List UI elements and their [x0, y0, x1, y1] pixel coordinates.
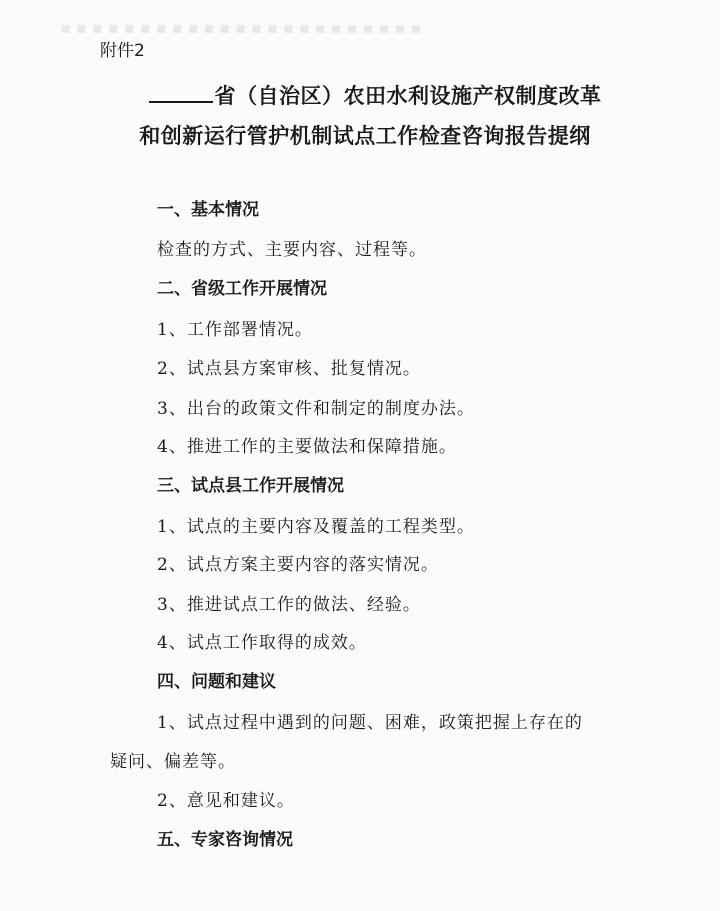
- bleed-through-texture: ▪ ▪ ▪ ▪ ▪ ▪ ▪ ▪ ▪ ▪ ▪ ▪ ▪ ▪ ▪ ▪ ▪ ▪ ▪ ▪ ▪ ▪ ▪: [60, 18, 422, 37]
- section-2-item-3: 3、出台的政策文件和制定的制度办法。: [157, 399, 475, 419]
- title-line-1-text: 省（自治区）农田水利设施产权制度改革: [214, 84, 602, 108]
- section-3-item-1: 1、试点的主要内容及覆盖的工程类型。: [157, 517, 475, 537]
- fill-in-blank: [149, 87, 213, 103]
- section-heading-5: 五、专家咨询情况: [157, 830, 293, 850]
- section-heading-1: 一、基本情况: [157, 200, 259, 220]
- section-3-item-4: 4、试点工作取得的成效。: [157, 633, 367, 653]
- section-heading-2: 二、省级工作开展情况: [157, 279, 327, 299]
- title-line-2: 和创新运行管护机制试点工作检查咨询报告提纲: [139, 124, 591, 148]
- attachment-label: 附件2: [100, 41, 145, 61]
- section-heading-4: 四、问题和建议: [157, 672, 276, 692]
- section-4-item-1-continued: 疑问、偏差等。: [110, 752, 236, 772]
- title-line-1: [30, 80, 720, 110]
- section-1-item-1: 检查的方式、主要内容、过程等。: [157, 240, 427, 260]
- section-2-item-2: 2、试点县方案审核、批复情况。: [157, 359, 421, 379]
- section-2-item-1: 1、工作部署情况。: [157, 320, 313, 340]
- section-3-item-3: 3、推进试点工作的做法、经验。: [157, 595, 421, 615]
- section-4-item-2: 2、意见和建议。: [157, 791, 295, 811]
- section-heading-3: 三、试点县工作开展情况: [157, 476, 344, 496]
- section-4-item-1: 1、试点过程中遇到的问题、困难，政策把握上存在的: [157, 713, 583, 733]
- section-2-item-4: 4、推进工作的主要做法和保障措施。: [157, 437, 457, 457]
- section-3-item-2: 2、试点方案主要内容的落实情况。: [157, 555, 439, 575]
